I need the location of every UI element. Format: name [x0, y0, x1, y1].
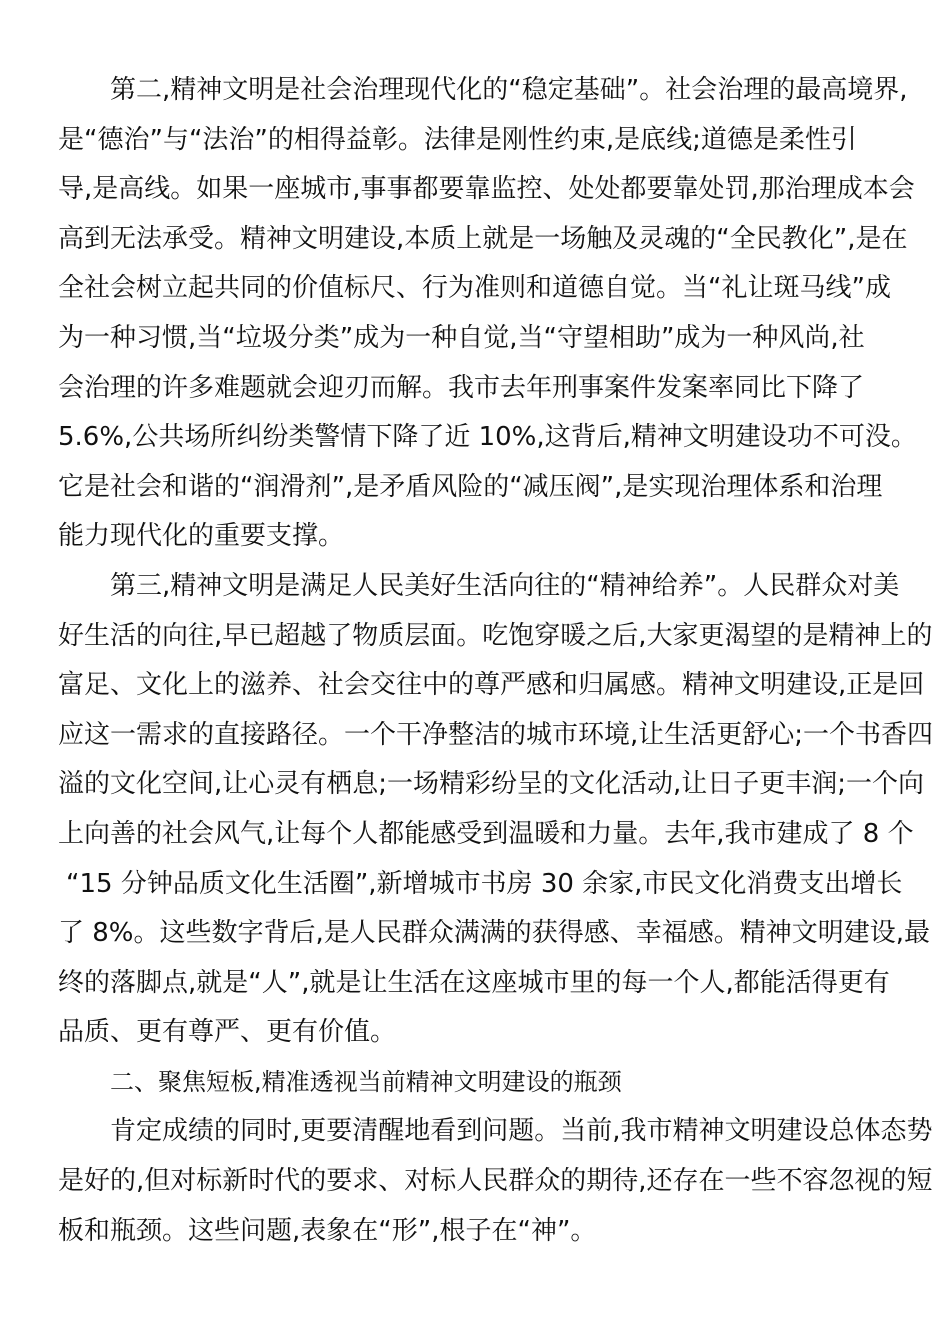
text-line: 是好的,但对标新时代的要求、对标人民群众的期待,还存在一些不容忽视的短 — [58, 1166, 933, 1197]
text-line: 应这一需求的直接路径。一个干净整洁的城市环境,让生活更舒心;一个书香四 — [58, 719, 934, 750]
text-line: 溢的文化空间,让心灵有栖息;一场精彩纷呈的文化活动,让日子更丰润;一个向 — [58, 769, 925, 800]
text-line: 为一种习惯,当“垃圾分类”成为一种自觉,当“守望相助”成为一种风尚,社 — [58, 322, 865, 353]
text-line: 5.6%,公共场所纠纷类警情下降了近 10%,这背后,精神文明建设功不可没。 — [58, 422, 917, 453]
text-line: 富足、文化上的滋养、社会交往中的尊严感和归属感。精神文明建设,正是回 — [58, 670, 925, 701]
text-line: 它是社会和谐的“润滑剂”,是矛盾风险的“减压阀”,是实现治理体系和治理 — [58, 471, 883, 502]
text-line: 导,是高线。如果一座城市,事事都要靠监控、处处都要靠处罚,那治理成本会 — [58, 174, 915, 205]
document-body — [58, 66, 934, 1256]
text-line: “15 分钟品质文化生活圈”,新增城市书房 30 余家,市民文化消费支出增长 — [66, 868, 903, 899]
text-line: 肯定成绩的同时,更要清醒地看到问题。当前,我市精神文明建设总体态势 — [110, 1116, 933, 1147]
text-line: 终的落脚点,就是“人”,就是让生活在这座城市里的每一个人,都能活得更有 — [58, 967, 890, 998]
text-line: 是“德治”与“法治”的相得益彰。法律是刚性约束,是底线;道德是柔性引 — [58, 124, 857, 155]
text-line: 了 8%。这些数字背后,是人民群众满满的获得感、幸福感。精神文明建设,最 — [58, 918, 931, 949]
text-line: 好生活的向往,早已超越了物质层面。吃饱穿暖之后,大家更渴望的是精神上的 — [58, 620, 933, 651]
paragraph-social-governance — [58, 66, 917, 562]
text-line: 板和瓶颈。这些问题,表象在“形”,根子在“神”。 — [58, 1215, 597, 1246]
text-line: 高到无法承受。精神文明建设,本质上就是一场触及灵魂的“全民教化”,是在 — [58, 223, 908, 254]
text-line: 全社会树立起共同的价值标尺、行为准则和道德自觉。当“礼让斑马线”成 — [58, 273, 891, 304]
section-heading: 二、聚焦短板,精准透视当前精神文明建设的瓶颈 — [110, 1067, 622, 1096]
paragraph-problems — [58, 1107, 933, 1256]
text-line: 品质、更有尊严、更有价值。 — [58, 1017, 397, 1048]
paragraph-spiritual-nourishment — [58, 562, 934, 1058]
text-line: 第二,精神文明是社会治理现代化的“稳定基础”。社会治理的最高境界, — [110, 75, 908, 105]
text-line: 第三,精神文明是满足人民美好生活向往的“精神给养”。人民群众对美 — [110, 570, 900, 601]
text-line: 上向善的社会风气,让每个人都能感受到温暖和力量。去年,我市建成了 8 个 — [58, 818, 914, 849]
text-line: 能力现代化的重要支撑。 — [58, 521, 345, 552]
text-line: 会治理的许多难题就会迎刃而解。我市去年刑事案件发案率同比下降了 — [58, 372, 865, 403]
